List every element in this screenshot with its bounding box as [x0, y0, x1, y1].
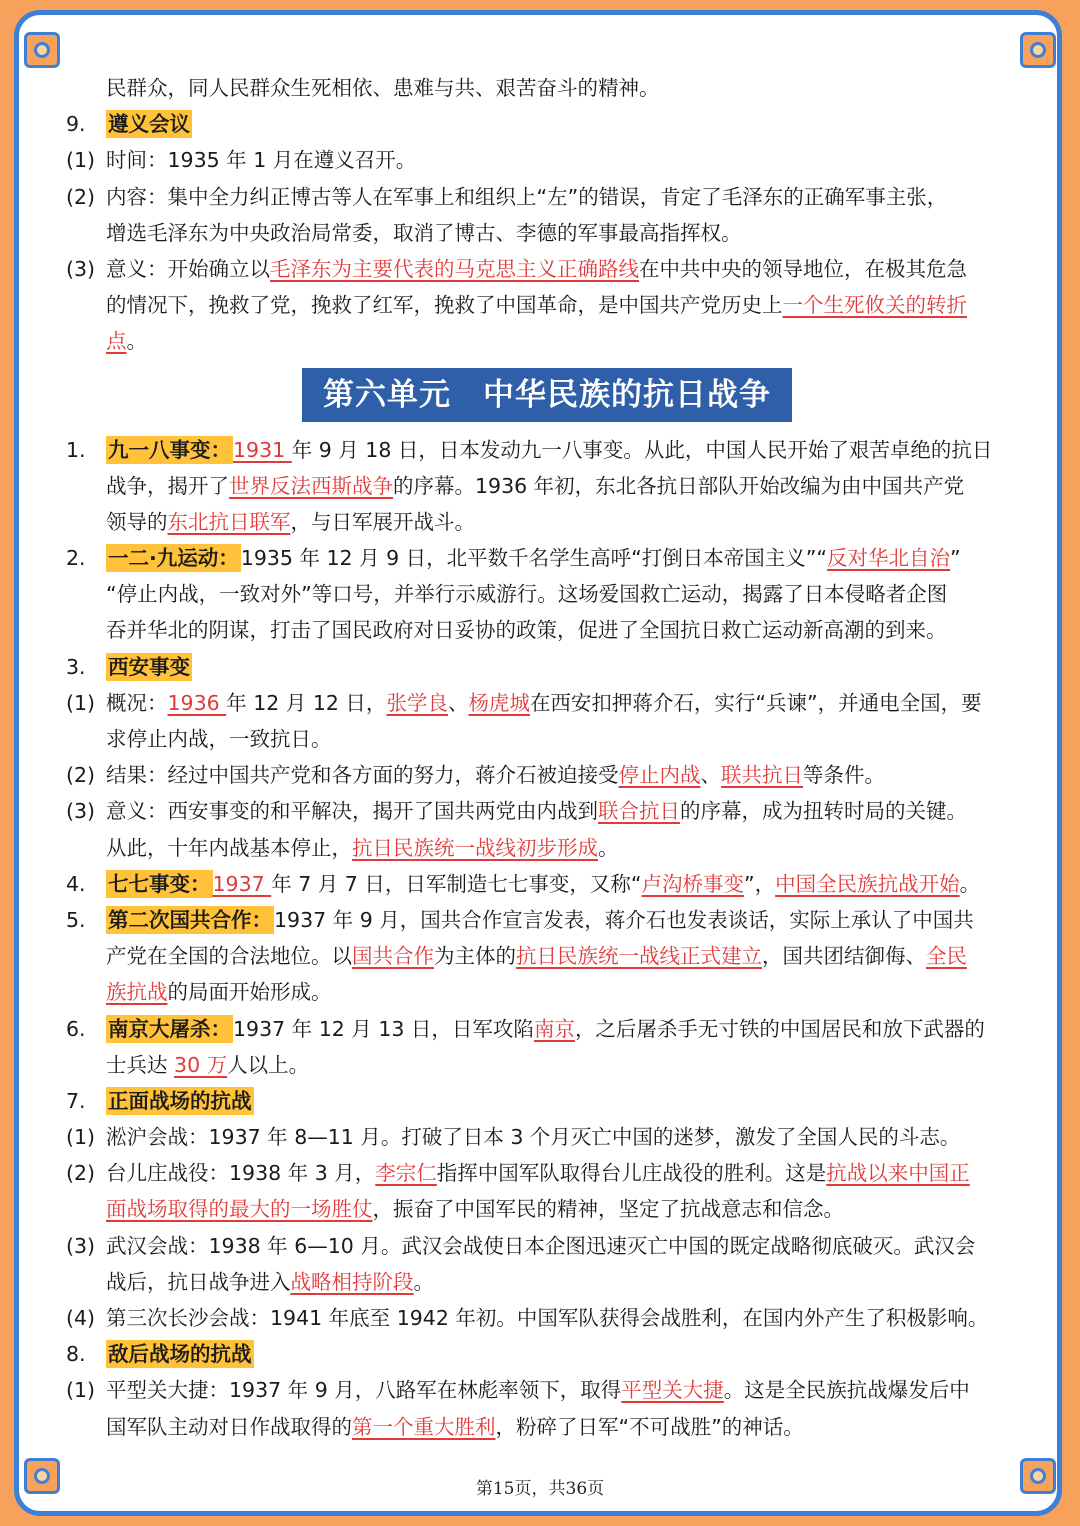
- item-number: 7.: [66, 1088, 86, 1113]
- page-footer: [0, 1474, 1080, 1499]
- key-term: 抗日民族统一战线正式建立: [516, 944, 762, 969]
- item-text: 1935 年 12 月 9 日，北平数千名学生高呼“打倒日本帝国主义”“: [240, 546, 828, 571]
- list-item: [66, 793, 1016, 829]
- sub-number: (4): [66, 1306, 96, 1330]
- sub-number: (2): [66, 1161, 96, 1186]
- list-item: [66, 1372, 1016, 1408]
- item-text: ，与日军展开战斗。: [290, 509, 475, 534]
- key-term: 东北抗日联军: [167, 509, 291, 534]
- page-number: 15: [492, 1479, 515, 1499]
- key-term: 1937: [212, 871, 272, 896]
- item-text: ，之后屠杀手无寸铁的中国居民和放下武器的: [574, 1016, 985, 1041]
- item-continuation: 吞并华北的阴谋，打击了国民政府对日妥协的政策，促进了全国抗日救亡运动新高潮的到来。: [106, 618, 947, 643]
- item-continuation: [66, 1191, 1016, 1227]
- footer-text: 页，共: [514, 1479, 566, 1499]
- item-continuation: [66, 830, 1016, 866]
- list-item: [66, 142, 1016, 178]
- key-term: 反对华北自治: [827, 546, 951, 571]
- item-number: 3.: [66, 654, 86, 679]
- sub-number: (1): [66, 690, 96, 715]
- list-item: [66, 1155, 1016, 1191]
- item-text: 领导的: [106, 509, 168, 534]
- list-item: [66, 1119, 1016, 1155]
- item-title-highlight: 西安事变: [108, 654, 190, 679]
- list-item: [66, 1011, 1016, 1047]
- item-text: ”，: [743, 871, 776, 896]
- item-title-highlight: 七七事变：: [108, 871, 211, 896]
- item-title-highlight: 九一八事变：: [108, 437, 231, 462]
- section-heading: [66, 1336, 1016, 1372]
- key-term: 中国全民族抗战开始: [775, 871, 960, 896]
- item-text: 战后，抗日战争进入: [106, 1269, 291, 1294]
- item-text: 的序幕，成为扭转时局的关键。: [680, 799, 967, 824]
- item-text: 年 7 月 7 日，日军制造七七事变，又称“: [271, 871, 642, 896]
- key-term: 族抗战: [106, 980, 168, 1005]
- item-title-highlight: 敌后战场的抗战: [108, 1342, 252, 1367]
- list-item: [66, 432, 1016, 468]
- key-term: 联共抗日: [721, 763, 803, 788]
- item-continuation: “停止内战，一致对外”等口号，并举行示威游行。这场爱国救亡运动，揭露了日本侵略者企图: [106, 582, 948, 607]
- item-text: 、: [447, 690, 469, 715]
- item-text: 平型关大捷：1937 年 9 月，八路军在林彪率领下，取得: [106, 1378, 622, 1403]
- item-text: 。: [598, 835, 619, 860]
- item-continuation: [66, 1409, 1016, 1445]
- item-text: 的情况下，挽救了党，挽救了红军，挽救了中国革命，是中国共产党历史上: [106, 293, 783, 318]
- sub-number: (1): [66, 148, 96, 173]
- item-text: 结果：经过中国共产党和各方面的努力，蒋介石被迫接受: [106, 763, 619, 788]
- item-text: ，粉碎了日军“不可战胜”的神话。: [495, 1414, 804, 1439]
- item-continuation: [66, 287, 1016, 323]
- section-number: 9.: [66, 112, 86, 137]
- item-continuation: [66, 1264, 1016, 1300]
- sub-number: (2): [66, 184, 96, 209]
- item-text: 年 9 月 18 日，日本发动九一八事变。从此，中国人民开始了艰苦卓绝的抗日: [291, 437, 993, 462]
- list-item: [66, 179, 1016, 215]
- item-continuation: [66, 938, 1016, 974]
- item-title-highlight: 一二·九运动：: [108, 546, 239, 571]
- item-continuation: [66, 974, 1016, 1010]
- item-continuation: 求停止内战，一致抗日。: [106, 727, 332, 751]
- item-title-highlight: 第二次国共合作：: [108, 907, 272, 932]
- list-item: [66, 685, 1016, 721]
- item-text: 武汉会战：1938 年 6—10 月。武汉会战使日本企图迅速灭亡中国的既定战略彻底破灭。武汉会: [106, 1233, 976, 1258]
- key-term: 联合抗日: [598, 799, 680, 824]
- sub-number: (1): [66, 1378, 96, 1403]
- item-number: 6.: [66, 1016, 86, 1041]
- footer-text: 第: [475, 1479, 493, 1499]
- section-heading: [66, 1083, 1016, 1119]
- key-term: 李宗仁: [375, 1161, 437, 1186]
- list-item: [66, 1228, 1016, 1264]
- list-item: [66, 540, 1016, 576]
- key-term: 南京: [533, 1016, 575, 1041]
- item-title-highlight: 南京大屠杀：: [108, 1016, 231, 1041]
- item-text: 时间：1935 年 1 月在遵义召开。: [106, 148, 417, 173]
- section-title-highlight: 遵义会议: [108, 112, 190, 137]
- sub-number: (3): [66, 256, 96, 281]
- item-text: 年 12 月 12 日，: [226, 690, 387, 715]
- key-term: 停止内战: [618, 763, 701, 788]
- item-text: 为主体的: [434, 944, 516, 969]
- item-text: 1937 年 9 月，国共合作宣言发表，蒋介石也发表谈话，实际上承认了中国共: [274, 907, 974, 932]
- key-term: 国共合作: [352, 944, 434, 969]
- item-text: 产党在全国的合法地位。以: [106, 944, 352, 969]
- sub-number: (2): [66, 763, 96, 788]
- list-item: [66, 757, 1016, 793]
- item-text: 。: [959, 871, 981, 896]
- item-text: 淞沪会战：1937 年 8—11 月。打破了日本 3 个月灭亡中国的迷梦，激发了全国人民的斗志。: [106, 1125, 961, 1150]
- key-term: 战略相持阶段: [290, 1269, 414, 1294]
- key-term: 一个生死攸关的转折: [782, 293, 967, 318]
- unit-title-row: [66, 360, 1016, 432]
- item-text: 在西安扣押蒋介石，实行“兵谏”，并通电全国，要: [529, 690, 982, 715]
- item-text: 指挥中国军队取得台儿庄战役的胜利。这是: [436, 1161, 827, 1186]
- list-item: [66, 866, 1016, 902]
- key-term: 张学良: [386, 690, 448, 715]
- footer-text: 页: [587, 1479, 605, 1499]
- sub-number: (1): [66, 1125, 96, 1150]
- item-text: 国军队主动对日作战取得的: [106, 1414, 352, 1439]
- item-text: 概况：: [106, 690, 168, 715]
- key-term: 1931: [233, 437, 292, 462]
- item-text: 1937 年 12 月 13 日，日军攻陷: [233, 1016, 534, 1041]
- key-term: 抗日民族统一战线初步形成: [352, 835, 598, 860]
- item-number: 2.: [66, 546, 86, 571]
- item-text: 意义：西安事变的和平解决，揭开了国共两党由内战到: [106, 799, 598, 824]
- item-continuation: [66, 468, 1016, 504]
- key-term: 第一个重大胜利: [352, 1414, 496, 1439]
- item-text: 人以上。: [227, 1052, 310, 1077]
- item-text: 意义：开始确立以: [106, 256, 270, 281]
- item-number: 5.: [66, 907, 86, 932]
- item-continuation: [66, 504, 1016, 540]
- item-text: 。这是全民族抗战爆发后中: [723, 1378, 970, 1403]
- unit-title: 第六单元 中华民族的抗日战争: [302, 368, 792, 422]
- item-text: 。: [126, 329, 147, 354]
- section-heading: [66, 106, 1016, 142]
- item-text: 在中共中央的领导地位，在极其危急: [639, 256, 967, 281]
- item-text: 。: [413, 1269, 434, 1294]
- key-term: 点: [106, 329, 127, 354]
- key-term: 抗战以来中国正: [826, 1161, 970, 1186]
- list-item: [66, 251, 1016, 287]
- sub-number: (3): [66, 1233, 96, 1258]
- item-continuation: [66, 1047, 1016, 1083]
- item-text: 从此，十年内战基本停止，: [106, 835, 352, 860]
- item-text: ”: [950, 546, 961, 571]
- item-text: ，国共团结御侮、: [762, 944, 926, 969]
- key-term: 30 万: [174, 1052, 228, 1077]
- item-text: 、: [700, 763, 721, 788]
- item-text: 的局面开始形成。: [167, 980, 332, 1005]
- key-term: 面战场取得的最大的一场胜仗: [106, 1197, 373, 1222]
- sub-number: (3): [66, 799, 96, 824]
- corner-ornament-top-left: [14, 22, 70, 78]
- document-body: [66, 70, 1016, 1445]
- key-term: 杨虎城: [468, 690, 530, 715]
- list-item: [66, 902, 1016, 938]
- item-number: 8.: [66, 1342, 86, 1367]
- list-item: [66, 1300, 1016, 1336]
- corner-ornament-top-right: [1010, 22, 1066, 78]
- key-term: 世界反法西斯战争: [229, 473, 393, 498]
- page-total: 36: [565, 1479, 588, 1499]
- item-text: 台儿庄战役：1938 年 3 月，: [106, 1161, 376, 1186]
- item-text: 战争，揭开了: [106, 473, 229, 498]
- item-text: 等条件。: [803, 763, 885, 788]
- item-title-highlight: 正面战场的抗战: [108, 1088, 252, 1113]
- key-term: 毛泽东为主要代表的马克思主义正确路线: [270, 256, 639, 281]
- item-continuation: [66, 323, 1016, 359]
- item-text: 的序幕。1936 年初，东北各抗日部队开始改编为由中国共产党: [393, 473, 965, 498]
- item-continuation: 增选毛泽东为中央政治局常委，取消了博古、李德的军事最高指挥权。: [106, 220, 742, 245]
- key-term: 平型关大捷: [621, 1378, 724, 1403]
- key-term: 1936: [167, 690, 227, 715]
- item-number: 1.: [66, 437, 86, 462]
- section-heading: [66, 649, 1016, 685]
- item-number: 4.: [66, 871, 86, 896]
- item-text: 内容：集中全力纠正博古等人在军事上和组织上“左”的错误，肯定了毛泽东的正确军事主张，: [106, 184, 948, 209]
- item-text: 士兵达: [106, 1052, 175, 1077]
- key-term: 卢沟桥事变: [641, 871, 744, 896]
- item-text: 第三次长沙会战：1941 年底至 1942 年初。中国军队获得会战胜利，在国内外产生了积极影响。: [106, 1306, 989, 1330]
- item-text: ，振奋了中国军民的精神，坚定了抗战意志和信念。: [372, 1197, 844, 1222]
- intro-line: 民群众，同人民群众生死相依、患难与共、艰苦奋斗的精神。: [106, 76, 660, 100]
- key-term: 全民: [926, 944, 967, 969]
